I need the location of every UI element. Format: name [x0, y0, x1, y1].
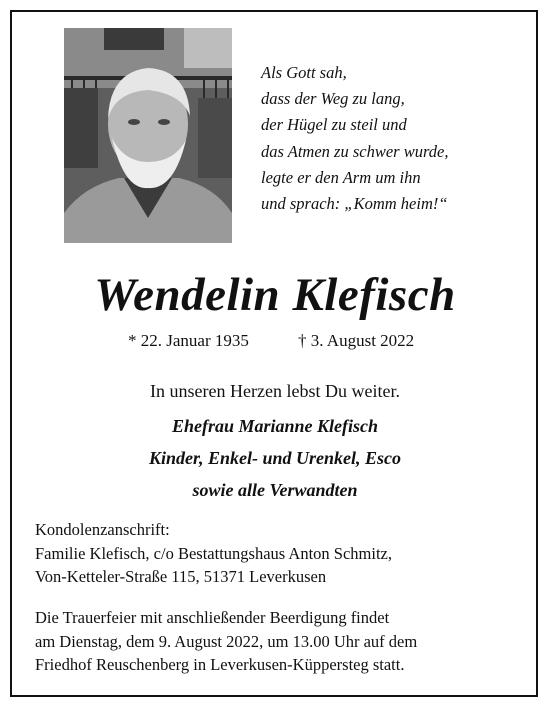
mourner-line: Kinder, Enkel- und Urenkel, Esco: [148, 448, 402, 468]
poem-line: und sprach: „Komm heim!“: [261, 194, 448, 214]
death-date: † 3. August 2022: [298, 331, 415, 350]
birth-date: * 22. Januar 1935: [128, 331, 249, 350]
condolence-line: Kondolenzanschrift:: [35, 520, 170, 539]
mourners-list: [0, 410, 550, 506]
service-line: Friedhof Reuschenberg in Leverkusen-Küppersteg statt.: [35, 655, 405, 674]
condolence-line: Familie Klefisch, c/o Bestattungshaus Anton Schmitz,: [35, 543, 392, 563]
mourner-line: sowie alle Verwandten: [192, 480, 358, 500]
tagline: In unseren Herzen lebst Du weiter.: [150, 381, 400, 401]
mourner-line: Ehefrau Marianne Klefisch: [171, 416, 379, 436]
deceased-name: Wendelin Klefisch: [94, 269, 456, 321]
service-line: Die Trauerfeier mit anschließender Beerdigung findet: [35, 608, 390, 627]
portrait-illustration: [64, 28, 232, 243]
portrait-photo: [64, 28, 232, 243]
poem: [261, 60, 521, 217]
poem-line: Als Gott sah,: [261, 63, 347, 82]
service-info: [35, 606, 535, 677]
poem-line: der Hügel zu steil und: [261, 115, 407, 135]
condolence-address: [35, 518, 535, 589]
poem-line: legte er den Arm um ihn: [261, 167, 421, 187]
service-line: am Dienstag, dem 9. August 2022, um 13.00 Uhr auf dem: [35, 631, 418, 651]
condolence-line: Von-Ketteler-Straße 115, 51371 Leverkusen: [35, 567, 327, 586]
poem-line: das Atmen zu schwer wurde,: [261, 141, 449, 161]
poem-line: dass der Weg zu lang,: [261, 89, 405, 109]
